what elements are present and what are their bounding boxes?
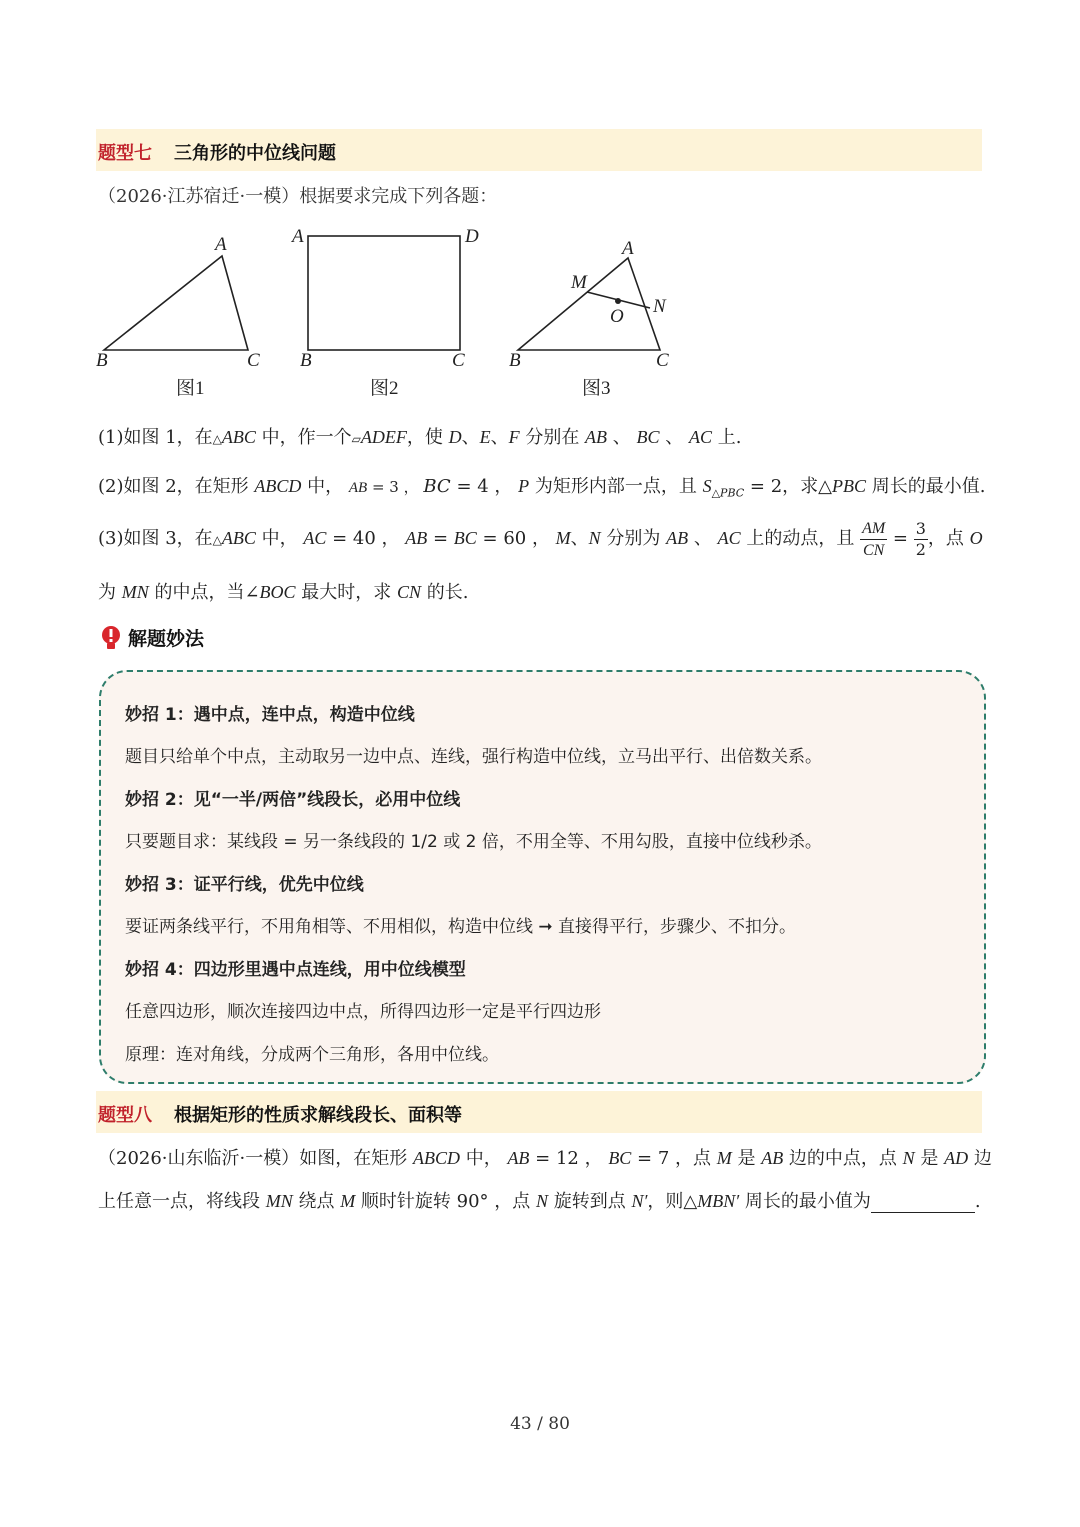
fig1-vertex-b: B <box>96 350 108 371</box>
fig3-point-o: O <box>610 306 624 327</box>
rectangle-abcd <box>308 236 460 350</box>
triangle-abc <box>104 256 248 350</box>
tip-line: 要证两条线平行，不用角相等、不用相似，构造中位线 ➞ 直接得平行，步骤少、不扣分。 <box>125 917 797 937</box>
problem-8-line-2: 上任意一点，将线段 MN 绕点 M 顺时针旋转 90° ，点 N 旋转到点 N′，则△MBN′ 周长的最小值为 . <box>98 1191 981 1212</box>
fig3-vertex-c: C <box>656 350 669 371</box>
figure-2 <box>308 236 460 350</box>
tips-heading: 解题妙法 <box>128 628 205 650</box>
tip-line: 妙招 4：四边形里遇中点连线，用中位线模型 <box>125 960 466 980</box>
question-2: (2)如图 2，在矩形 ABCD 中， AB = 3 ， BC = 4 ， P 为矩形内部一点，且 $S_{\triangle PBC} = 2$，求△PBC 周长的最小值. <box>98 476 986 500</box>
tip-line: 妙招 2：见“一半/两倍”线段长，必用中位线 <box>125 790 461 810</box>
fraction-am-cn: $\frac{AM}{CN}$ <box>862 519 886 559</box>
fig3-vertex-m: M <box>571 272 587 293</box>
point-o <box>615 298 621 304</box>
fraction-3-2: $\frac{3}{2}$ <box>915 518 926 559</box>
triangle-abc-3 <box>518 258 660 350</box>
section-title: 三角形的中位线问题 <box>174 143 336 164</box>
page-number: 43 / 80 <box>510 1414 570 1434</box>
tip-line: 只要题目求：某线段 = 另一条线段的 1/2 或 2 倍，不用全等、不用勾股，直接中位线秒杀。 <box>125 832 822 852</box>
question-3-cont: 为 MN 的中点，当∠BOC 最大时，求 CN 的长. <box>98 582 469 603</box>
tips-box <box>99 670 986 1084</box>
fig3-vertex-b: B <box>509 350 521 371</box>
fig2-vertex-d: D <box>465 226 479 247</box>
figure-1 <box>104 256 248 350</box>
section-header-7 <box>96 129 982 171</box>
fig2-vertex-b: B <box>300 350 312 371</box>
fig2-label: 图2 <box>370 378 399 399</box>
tip-line: 原理：连对角线，分成两个三角形，各用中位线。 <box>125 1045 499 1065</box>
problem-source: （2026·江苏宿迁·一模）根据要求完成下列各题： <box>98 186 498 207</box>
fig3-label: 图3 <box>582 378 611 399</box>
fig1-vertex-c: C <box>247 350 260 371</box>
question-1: (1)如图 1，在△ABC 中，作一个▱ADEF，使 D、E、F 分别在 AB 、 BC 、 AC 上. <box>98 427 742 448</box>
fig2-vertex-a: A <box>292 226 304 247</box>
section-tag: 题型七 <box>98 143 152 164</box>
problem-8-line-1: （2026·山东临沂·一模）如图，在矩形 ABCD 中， AB = 12 ， BC = 7 ，点 M 是 AB 边的中点，点 N 是 AD 边 <box>98 1148 992 1169</box>
fig1-vertex-a: A <box>215 234 227 255</box>
fig2-vertex-c: C <box>452 350 465 371</box>
fig1-label: 图1 <box>176 378 205 399</box>
tip-line: 妙招 1：遇中点，连中点，构造中位线 <box>125 705 415 725</box>
fig3-vertex-n: N <box>653 296 666 317</box>
tip-line: 任意四边形，顺次连接四边中点，所得四边形一定是平行四边形 <box>125 1002 601 1022</box>
figure-3 <box>518 258 660 350</box>
section-tag: 题型八 <box>98 1105 152 1126</box>
tip-line: 题目只给单个中点，主动取另一边中点、连线，强行构造中位线，立马出平行、出倍数关系。 <box>125 747 822 767</box>
fig3-vertex-a: A <box>622 238 634 259</box>
answer-blank[interactable] <box>871 1194 975 1213</box>
section-header-8 <box>96 1091 982 1133</box>
section-title: 根据矩形的性质求解线段长、面积等 <box>174 1105 462 1126</box>
tip-line: 妙招 3：证平行线，优先中位线 <box>125 875 364 895</box>
lightbulb-icon <box>98 624 124 652</box>
question-3: (3)如图 3，在△ABC 中， AC = 40 ， AB = BC = 60 ， M、N 分别为 AB 、 AC 上的动点，且 $\frac{AM}{CN}$ = $\frac{3}{2}$ ，点 O <box>98 518 983 559</box>
